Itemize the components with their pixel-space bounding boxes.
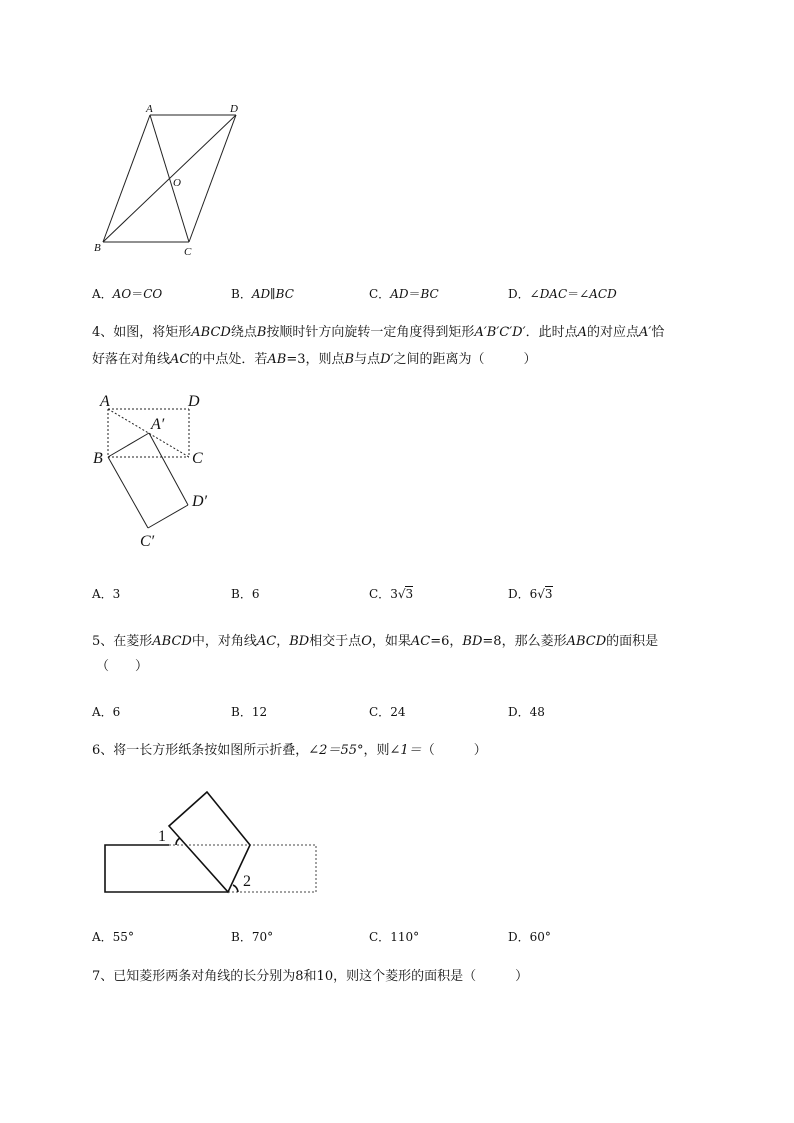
side-a-prime-d-prime	[149, 433, 188, 505]
angle-2-label: 2	[243, 873, 251, 890]
diagonal-bd	[103, 115, 236, 242]
side-dc	[189, 115, 236, 242]
q5-stem-line2: （ ）	[96, 659, 149, 674]
q5-option-c[interactable]: C．24	[369, 705, 406, 719]
strip-dotted-outline	[105, 845, 316, 892]
q6-option-d[interactable]: D．60°	[508, 930, 551, 944]
angle-1-arc	[176, 838, 180, 845]
q6-stem: 6、将一长方形纸条按如图所示折叠，∠2＝55°，则∠1＝（ ）	[92, 743, 487, 758]
q4-stem-line1: 4、如图，将矩形ABCD绕点B按顺时针方向旋转一定角度得到矩形A′B′C′D′．此时点A的对应点A′恰	[92, 325, 665, 340]
label-d-prime: D′	[192, 493, 208, 510]
label-o: O	[173, 177, 181, 189]
q4-rotated-rectangle-figure	[88, 388, 218, 553]
side-ba-prime	[108, 433, 149, 457]
angle-2-arc	[233, 885, 238, 892]
angle-1-label: 1	[158, 828, 166, 845]
q5-option-d[interactable]: D．48	[508, 705, 545, 719]
q4-option-d[interactable]: D．6√3	[508, 587, 553, 601]
label-c-prime: C′	[140, 533, 155, 550]
side-d-prime-c-prime	[148, 505, 188, 528]
sqrt-icon: √	[397, 587, 406, 601]
q3-option-d[interactable]: D．∠DAC＝∠ACD	[508, 287, 617, 301]
q4-option-a[interactable]: A．3	[92, 587, 121, 601]
sqrt-icon: √	[537, 587, 545, 601]
label-a-prime: A′	[151, 416, 165, 433]
strip-folded-part	[169, 792, 250, 892]
q3-option-a[interactable]: A．AO＝CO	[92, 287, 163, 301]
q5-stem-line1: 5、在菱形ABCD中，对角线AC，BD相交于点O，如果AC=6，BD=8，那么菱形ABCD的面积是	[92, 634, 659, 649]
q6-option-a[interactable]: A．55°	[92, 930, 134, 944]
q3-option-b[interactable]: B．AD∥BC	[231, 287, 294, 301]
label-a: A	[100, 393, 110, 410]
q6-option-c[interactable]: C．110°	[369, 930, 420, 944]
q5-option-a[interactable]: A．6	[92, 705, 121, 719]
label-b: B	[93, 450, 103, 467]
label-c: C	[192, 450, 203, 467]
q3-option-c[interactable]: C．AD＝BC	[369, 287, 439, 301]
label-d: D	[230, 103, 238, 115]
q4-option-b[interactable]: B．6	[231, 587, 260, 601]
side-c-prime-b	[108, 457, 148, 528]
q4-option-c[interactable]: C．3√3	[369, 587, 414, 601]
q5-option-b[interactable]: B．12	[231, 705, 268, 719]
label-a: A	[146, 103, 153, 115]
q3-parallelogram-figure	[85, 98, 255, 263]
label-b: B	[94, 242, 101, 254]
label-c: C	[184, 246, 192, 258]
q4-stem-line2: 好落在对角线AC的中点处．若AB=3，则点B与点D′之间的距离为（ ）	[92, 352, 537, 367]
q6-folded-strip-figure	[100, 788, 325, 898]
label-d: D	[188, 393, 200, 410]
q7-stem: 7、已知菱形两条对角线的长分别为8和10，则这个菱形的面积是（ ）	[92, 969, 529, 984]
strip-unfolded-part	[105, 845, 228, 892]
q6-option-b[interactable]: B．70°	[231, 930, 274, 944]
side-ba	[103, 115, 150, 242]
